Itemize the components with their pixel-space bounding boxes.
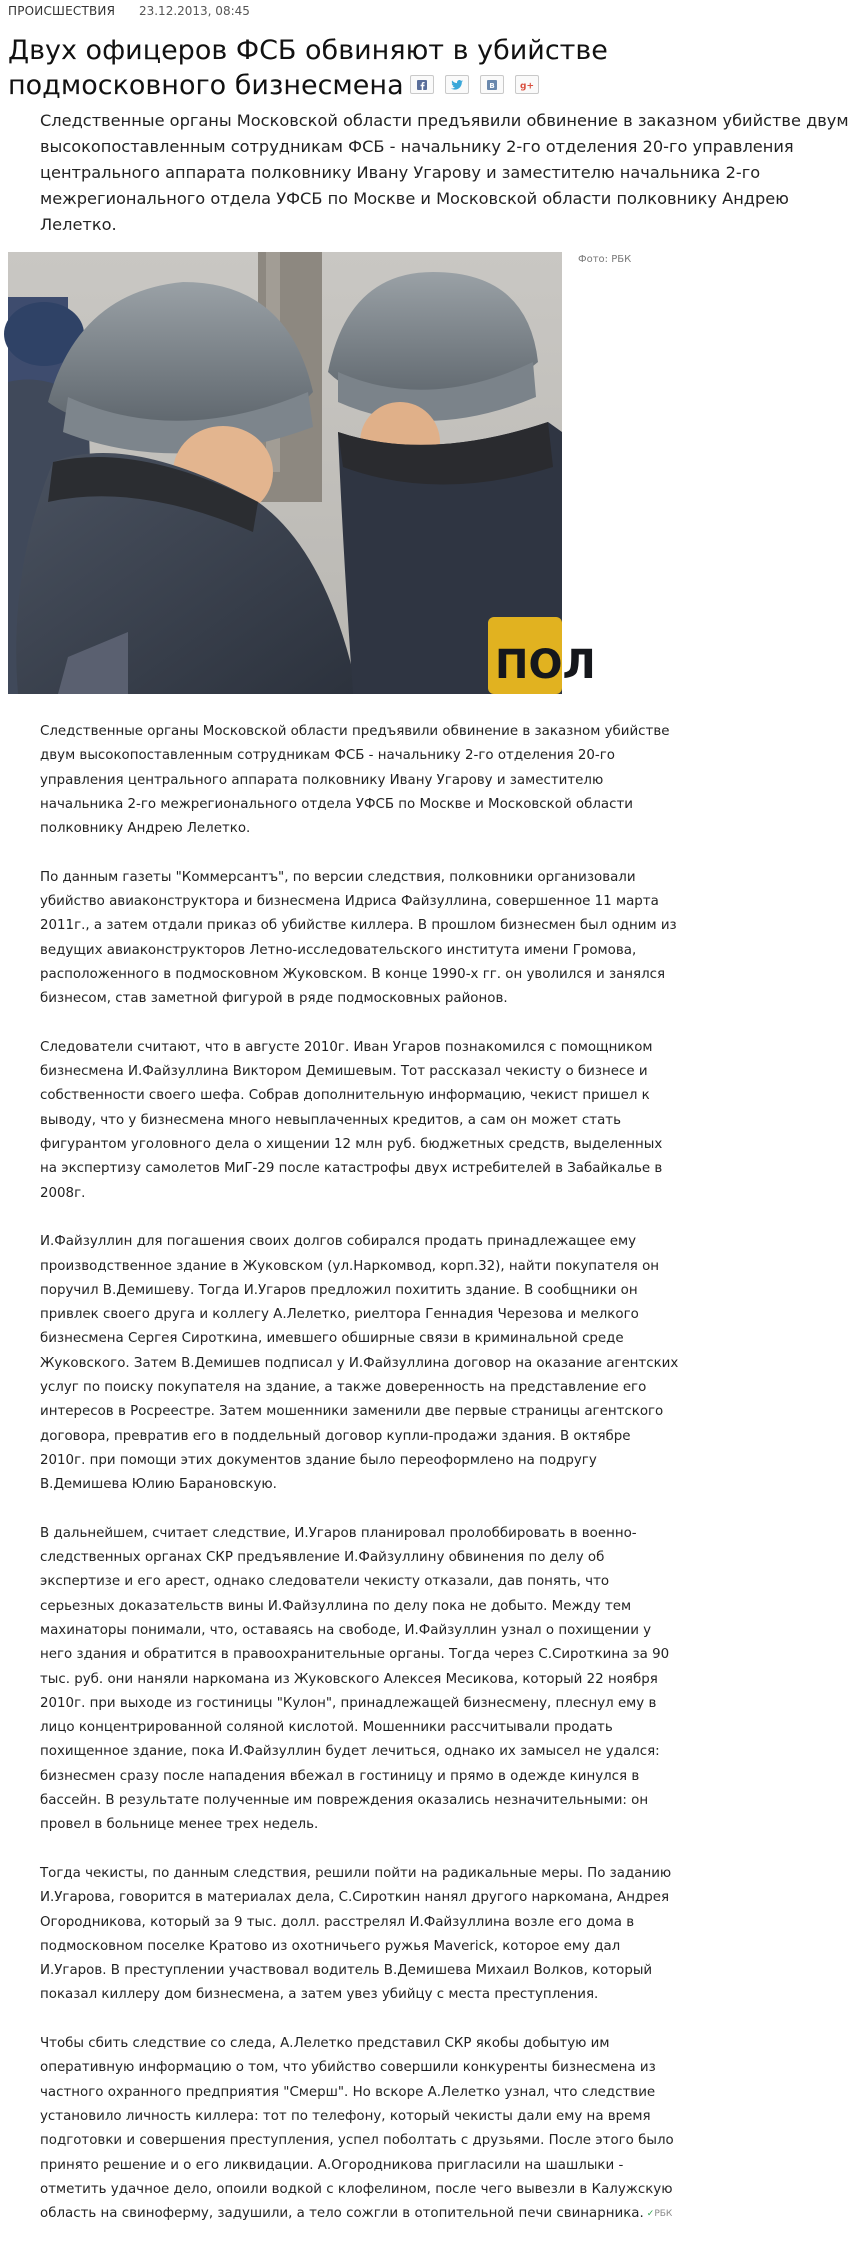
share-twitter-button[interactable]: [445, 75, 469, 94]
article-meta: [8, 4, 250, 20]
share-googleplus-button[interactable]: [515, 75, 539, 94]
share-vk-button[interactable]: [480, 75, 504, 94]
article-lead: Следственные органы Московской области предъявили обвинение в заказном убийстве двум высокопоставленным сотрудникам ФСБ - начальнику 2-го отделения 20-го управления центрального аппарата полковнику Ивану Угарову и заместителю начальника 2-го межрегионального отдела УФСБ по Москве и Московской области полковнику Андрею Лелетко.: [40, 111, 849, 234]
rbk-end-label: РБК: [654, 2209, 673, 2220]
svg-text:B: B: [488, 81, 495, 90]
article-paragraph-text: Чтобы сбить следствие со следа, А.Лелетко представил СКР якобы добытую им оперативную информацию о том, что убийство совершили конкуренты бизнесмена из частного охранного предприятия "Смерш". Но вскоре А.Лелетко узнал, что следствие установило личность киллера: тот по телефону, который чекисты дали ему на время подготовки и совершения преступления, успел поболтать с друзьями. После этого было принято решение и о его ликвидации. А.Огородникова пригласили на шашлыки - отметить удачное дело, опоили водкой с клофелином, после чего вывезли в Калужскую область на свиноферму, задушили, а тело сожгли в отопительной печи свинарника.: [40, 2036, 674, 2222]
article-body: [40, 720, 680, 2251]
share-buttons: [410, 67, 550, 100]
article-photo: [8, 252, 596, 694]
twitter-icon: [451, 80, 463, 90]
rbk-end-mark: [647, 2209, 673, 2219]
article-title-text: Двух офицеров ФСБ обвиняют в убийстве подмосковного бизнесмена: [8, 35, 608, 101]
article-paragraph: Тогда чекисты, по данным следствия, решили пойти на радикальные меры. По заданию И.Угарова, говорится в материалах дела, С.Сироткин нанял другого наркомана, Андрея Огородникова, который за 9 тыс. долл. расстрелял И.Файзуллина возле его дома в подмосковном поселке Кратово из охотничьего ружья Maverick, которое ему дал И.Угаров. В преступлении участвовал водитель В.Демишева Михаил Волков, который показал киллеру дом бизнесмена, а затем увез убийцу с места преступления.: [40, 1865, 672, 2003]
article-paragraph: Следователи считают, что в августе 2010г. Иван Угаров познакомился с помощником бизнесмена И.Файзуллина Виктором Демишевым. Тот рассказал чекисту о бизнесе и собственности своего шефа. Собрав дополнительную информацию, чекист пришел к выводу, что у бизнесмена много невыплаченных кредитов, а сам он может стать фигурантом уголовного дела о хищении 12 млн руб. бюджетных средств, выделенных на экспертизу самолетов МиГ-29 после катастрофы двух истребителей в Забайкалье в 2008г.: [40, 1039, 663, 1201]
article-paragraph: Следственные органы Московской области предъявили обвинение в заказном убийстве двум высокопоставленным сотрудникам ФСБ - начальнику 2-го отделения 20-го управления центрального аппарата полковнику Ивану Угарову и заместителю начальника 2-го межрегионального отдела УФСБ по Москве и Московской области полковнику Андрею Лелетко.: [40, 724, 670, 837]
publish-date: 23.12.2013, 08:45: [138, 4, 250, 18]
article-paragraph: По данным газеты "Коммерсантъ", по версии следствия, полковники организовали убийство авиаконструктора и бизнесмена Идриса Файзуллина, совершенное 11 марта 2011г., а затем отдали приказ об убийстве киллера. В прошлом бизнесмен был одним из ведущих авиаконструкторов Летно-исследовательского института имени Громова, расположенного в подмосковном Жуковском. В конце 1990-х гг. он уволился и занялся бизнесом, став заметной фигурой в ряде подмосковных районов.: [40, 869, 677, 1007]
facebook-icon: [417, 80, 427, 90]
officers-photo-illustration: [8, 252, 596, 694]
article-paragraph: И.Файзуллин для погашения своих долгов собирался продать принадлежащее ему производственное здание в Жуковском (ул.Наркомвод, корп.32), найти покупателя он поручил В.Демишеву. Тогда И.Угаров предложил похитить здание. В сообщники он привлек своего друга и коллегу А.Лелетко, риелтора Геннадия Черезова и мелкого бизнесмена Сергея Сироткина, имевшего обширные связи в криминальной среде Жуковского. Затем В.Демишев подписал у И.Файзуллина договор на оказание агентских услуг по поиску покупателя на здание, а также доверенность на представление его интересов в Росреестре. Затем мошенники заменили две первые страницы агентского договора, превратив его в поддельный договор купли-продажи здания. В октябре 2010г. при помощи этих документов здание было переоформлено на подругу В.Демишева Юлию Барановскую.: [40, 1234, 679, 1493]
share-facebook-button[interactable]: [410, 75, 434, 94]
svg-text:ПОЛ: ПОЛ: [495, 642, 596, 688]
photo-credit: Фото: РБК: [578, 254, 632, 265]
article-paragraph: В дальнейшем, считает следствие, И.Угаров планировал пролоббировать в военно-следственных органах СКР предъявление И.Файзуллину обвинения по делу об экспертизе и его арест, однако следователи чекисту отказали, дав понять, что серьезных доказательств вины И.Файзуллина по делу пока не добыто. Между тем махинаторы понимали, что, оставаясь на свободе, И.Файзуллин узнал о похищении у него здания и обратится в правоохранительные органы. Тогда через С.Сироткина за 90 тыс. руб. они наняли наркомана из Жуковского Алексея Месикова, который 22 ноября 2010г. при выходе из гостиницы "Кулон", принадлежащей бизнесмену, плеснул ему в лицо концентрированной соляной кислотой. Мошенники рассчитывали продать похищенное здание, пока И.Файзуллин будет лечиться, однако их замысел не удался: бизнесмен сразу после нападения вбежал в гостиницу и прямо в одежде кинулся в бассейн. В результате полученные им повреждения оказались незначительными: он провел в больнице менее трех недель.: [40, 1525, 670, 1833]
article-paragraph-last: [40, 2032, 680, 2226]
article-title: [8, 34, 808, 102]
vk-icon: [487, 80, 497, 90]
rbk-logo-icon: ✓: [646, 2209, 655, 2220]
category-label[interactable]: ПРОИСШЕСТВИЯ: [8, 4, 116, 18]
google-plus-icon: [521, 80, 533, 90]
svg-text:g+: g+: [519, 81, 534, 92]
